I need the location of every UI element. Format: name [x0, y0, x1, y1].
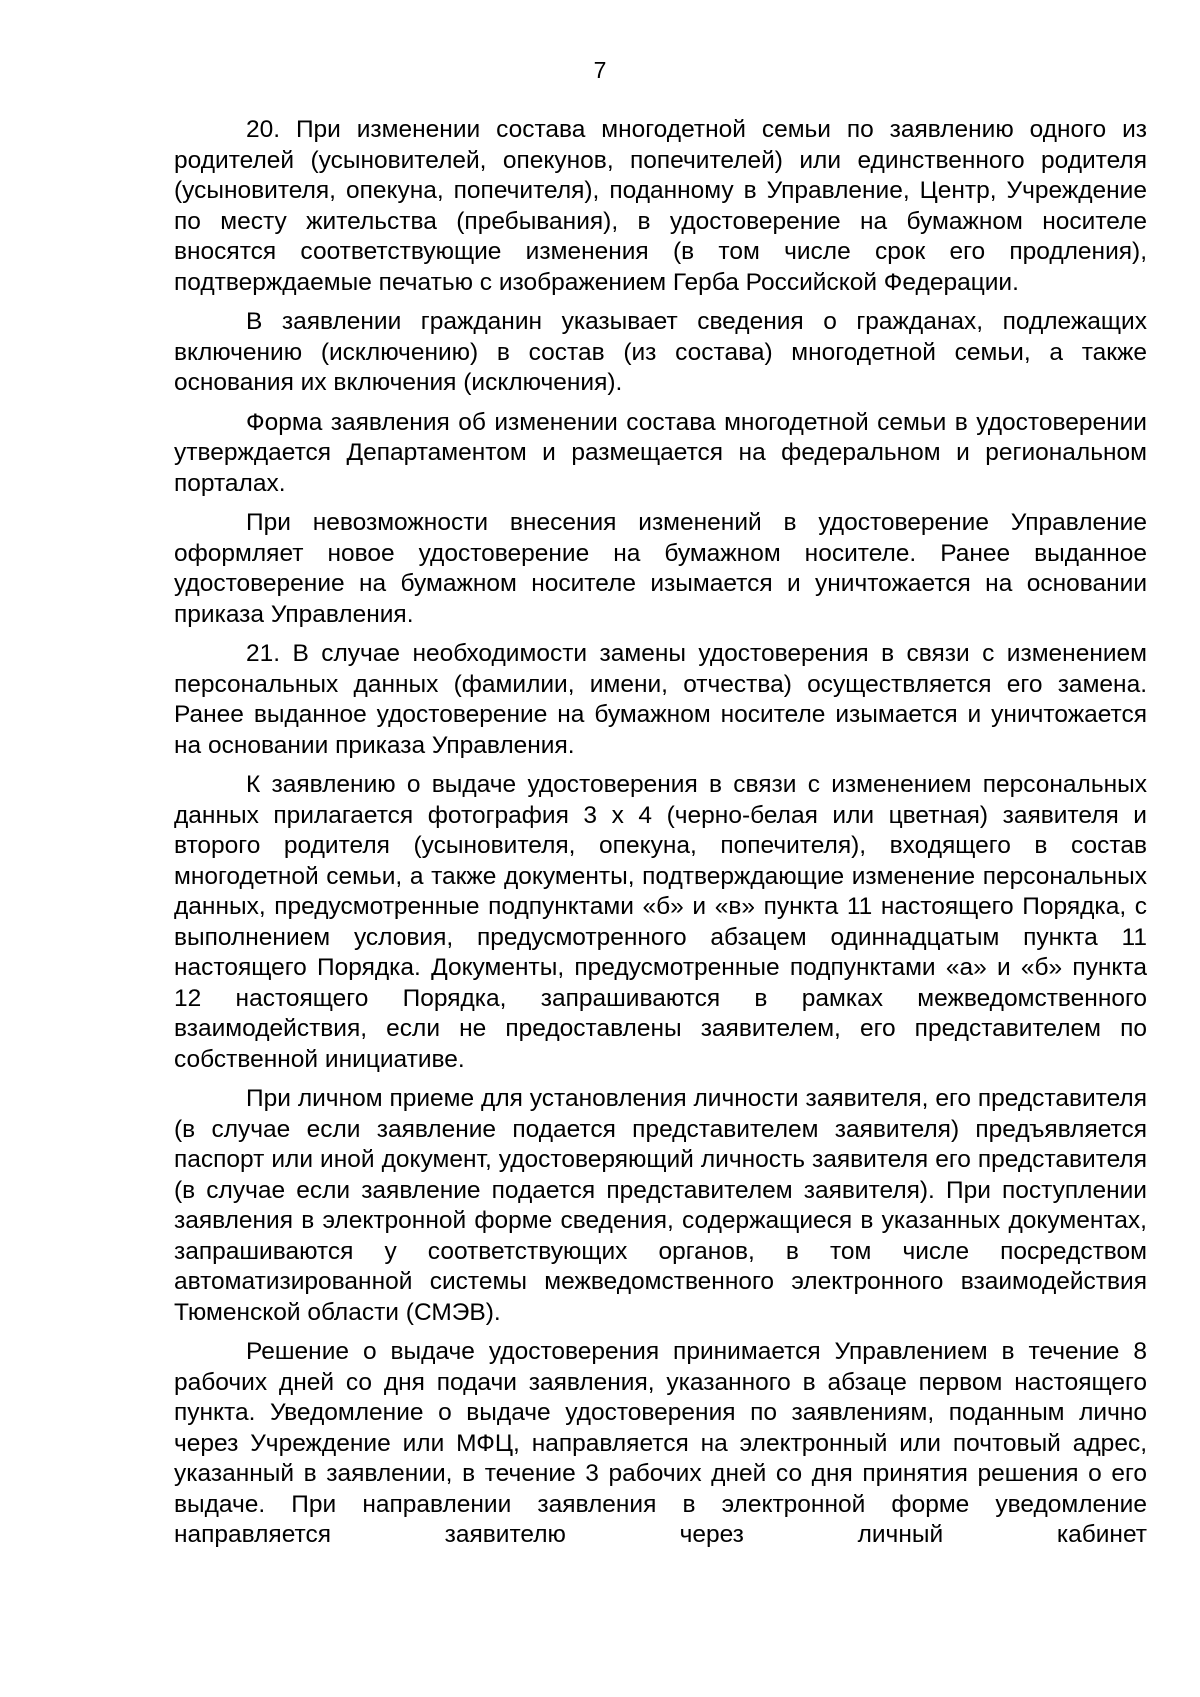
paragraph-statement-form: Форма заявления об изменении состава многодетной семьи в удостоверении утверждается Департаментом и размещается на федеральном и региональном порталах. [174, 408, 1147, 497]
paragraph-statement-details: В заявлении гражданин указывает сведения о гражданах, подлежащих включению (исключению) в состав (из состава) многодетной семьи, а также основания их включения (исключения). [174, 308, 1147, 396]
paragraph-personal-reception: При личном приеме для установления личности заявителя, его представителя (в случае если заявление подается представителем заявителя) предъявляется паспорт или иной документ, удостоверяющий личность заявителя его представителя (в случае если заявление подается представителем заявителя). При поступлении заявления в электронной форме сведения, содержащиеся в указанных документах, запрашиваются у соответствующих органов, в том числе посредством автоматизированной системы межведомственного электронного взаимодействия Тюменской области (СМЭВ). [174, 1085, 1147, 1326]
paragraph-20: 20. При изменении состава многодетной семьи по заявлению одного из родителей (усыновителей, опекунов, попечителей) или единственного родителя (усыновителя, опекуна, попечителя), поданному в Управление, Центр, Учреждение по месту жительства (пребывания), в удостоверение на бумажном носителе вносятся соответствующие изменения (в том числе срок его продления), подтверждаемые печатью с изображением Герба Российской Федерации. [174, 116, 1147, 296]
page-number: 7 [593, 57, 607, 83]
document-body [174, 115, 1147, 1560]
paragraph-new-certificate: При невозможности внесения изменений в удостоверение Управление оформляет новое удостоверение на бумажном носителе. Ранее выданное удостоверение на бумажном носителе изымается и уничтожается на основании приказа Управления. [174, 509, 1147, 628]
paragraph-21: 21. В случае необходимости замены удостоверения в связи с изменением персональных данных (фамилии, имени, отчества) осуществляется его замена. Ранее выданное удостоверение на бумажном носителе изымается и уничтожается на основании приказа Управления. [174, 640, 1147, 759]
paragraph-attachments: К заявлению о выдаче удостоверения в связи с изменением персональных данных прилагается фотография 3 х 4 (черно-белая или цветная) заявителя и второго родителя (усыновителя, опекуна, попечителя), входящего в состав многодетной семьи, а также документы, подтверждающие изменение персональных данных, предусмотренные подпунктами «б» и «в» пункта 11 настоящего Порядка, с выполнением условия, предусмотренного абзацем одиннадцатым пункта 11 настоящего Порядка. Документы, предусмотренные подпунктами «а» и «б» пункта 12 настоящего Порядка, запрашиваются в рамках межведомственного взаимодействия, если не предоставлены заявителем, его представителем по собственной инициативе. [174, 771, 1147, 1073]
paragraph-decision: Решение о выдаче удостоверения принимается Управлением в течение 8 рабочих дней со дня подачи заявления, указанного в абзаце первом настоящего пункта. Уведомление о выдаче удостоверения по заявлениям, поданным лично через Учреждение или МФЦ, направляется на электронный или почтовый адрес, указанный в заявлении, в течение 3 рабочих дней со дня принятия решения о его выдаче. При направлении заявления в электронной форме уведомление направляется заявителю через личный кабинет [174, 1338, 1147, 1548]
